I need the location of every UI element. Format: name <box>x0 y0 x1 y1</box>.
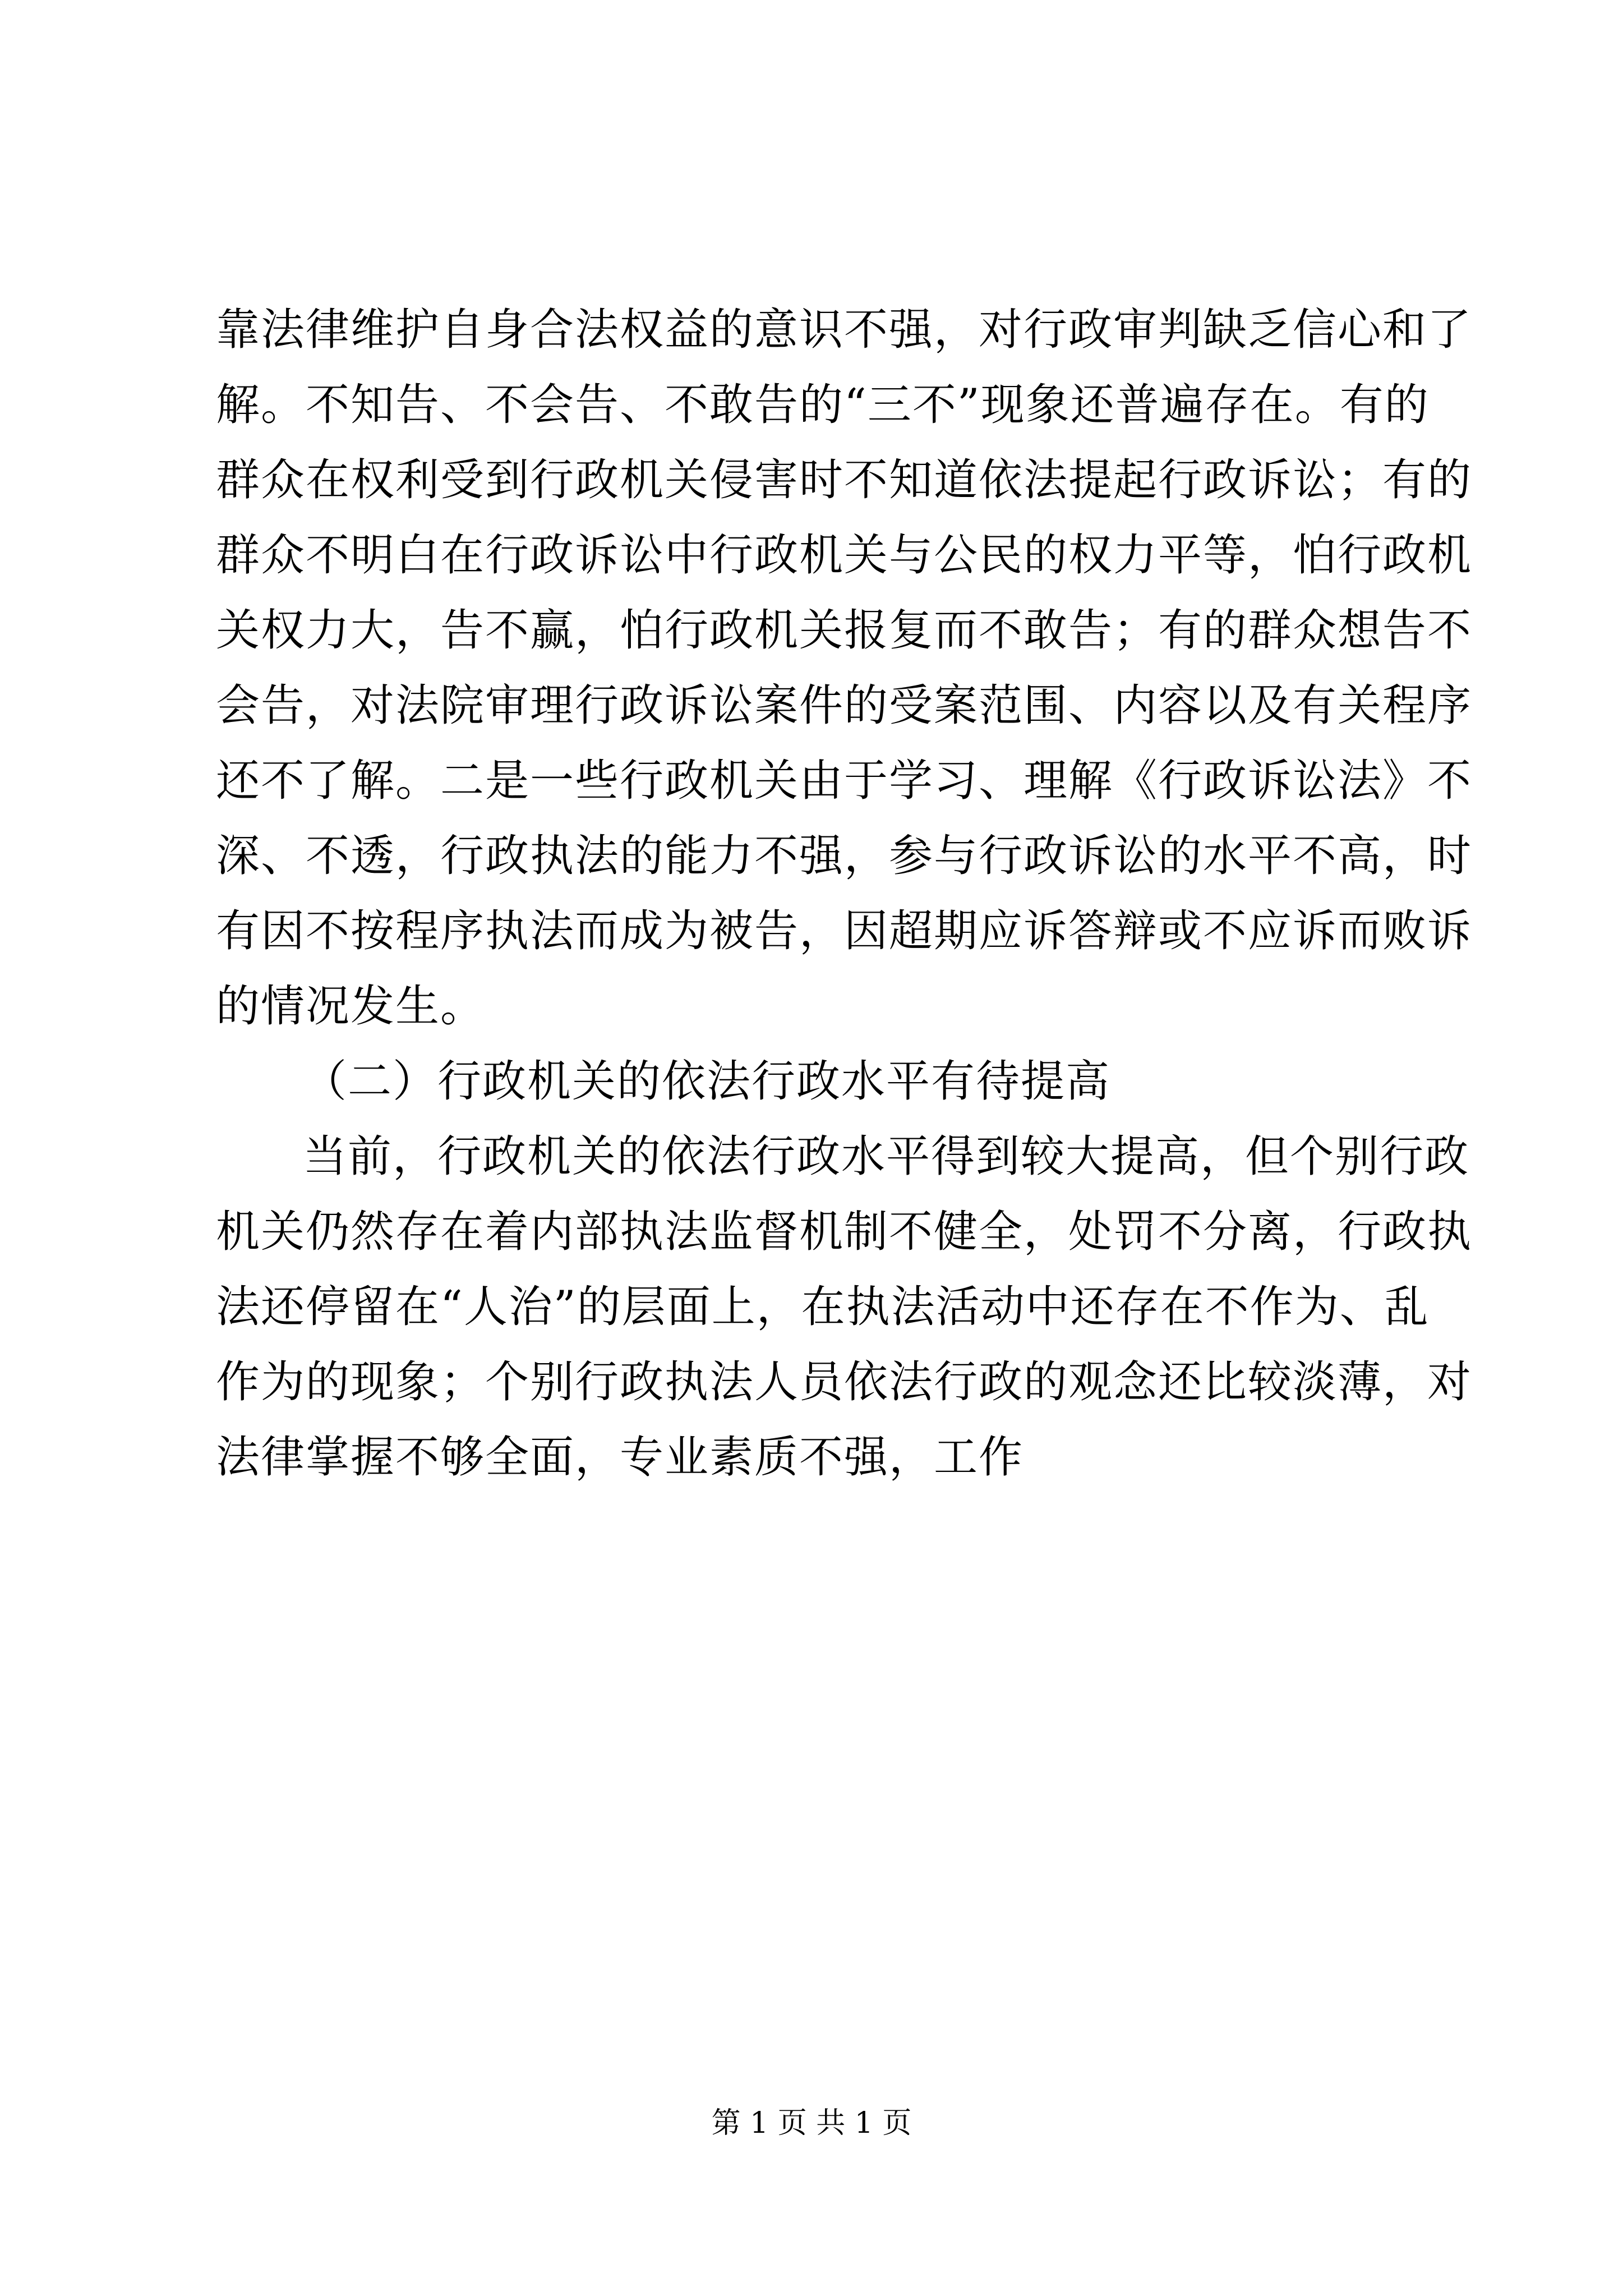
body-text-line: 的情况发生。 <box>216 981 486 1032</box>
body-text-line: 法还停留在“人治”的层面上，在执法活动中还存在不作为、乱 <box>216 1282 1430 1332</box>
body-text-line: 有因不按程序执法而成为被告，因超期应诉答辩或不应诉而败诉 <box>216 906 1473 956</box>
body-text-line: 群众在权利受到行政机关侵害时不知道依法提起行政诉讼；有的 <box>216 455 1473 505</box>
body-text-line: 解。不知告、不会告、不敢告的“三不”现象还普遍存在。有的 <box>216 380 1430 430</box>
section-heading: （二）行政机关的依法行政水平有待提高 <box>303 1056 1111 1107</box>
body-text-line: 机关仍然存在着内部执法监督机制不健全，处罚不分离，行政执 <box>216 1207 1473 1257</box>
body-text-line: 靠法律维护自身合法权益的意识不强，对行政审判缺乏信心和了 <box>216 305 1473 355</box>
body-text-line: 法律掌握不够全面，专业素质不强，工作 <box>216 1432 1024 1483</box>
page-footer <box>0 2104 1623 2143</box>
body-text-line: 作为的现象；个别行政执法人员依法行政的观念还比较淡薄，对 <box>216 1357 1473 1407</box>
body-text-line: 当前，行政机关的依法行政水平得到较大提高，但个别行政 <box>303 1131 1470 1182</box>
body-text-line: 关权力大，告不赢，怕行政机关报复而不敢告；有的群众想告不 <box>216 605 1473 656</box>
body-text-line: 会告，对法院审理行政诉讼案件的受案范围、内容以及有关程序 <box>216 680 1473 731</box>
page-number: 第 1 页 共 1 页 <box>711 2106 912 2140</box>
body-text-line: 深、不透，行政执法的能力不强，参与行政诉讼的水平不高，时 <box>216 831 1473 881</box>
body-text-line: 还不了解。二是一些行政机关由于学习、理解《行政诉讼法》不 <box>216 756 1473 806</box>
body-text-line: 群众不明白在行政诉讼中行政机关与公民的权力平等，怕行政机 <box>216 530 1473 581</box>
